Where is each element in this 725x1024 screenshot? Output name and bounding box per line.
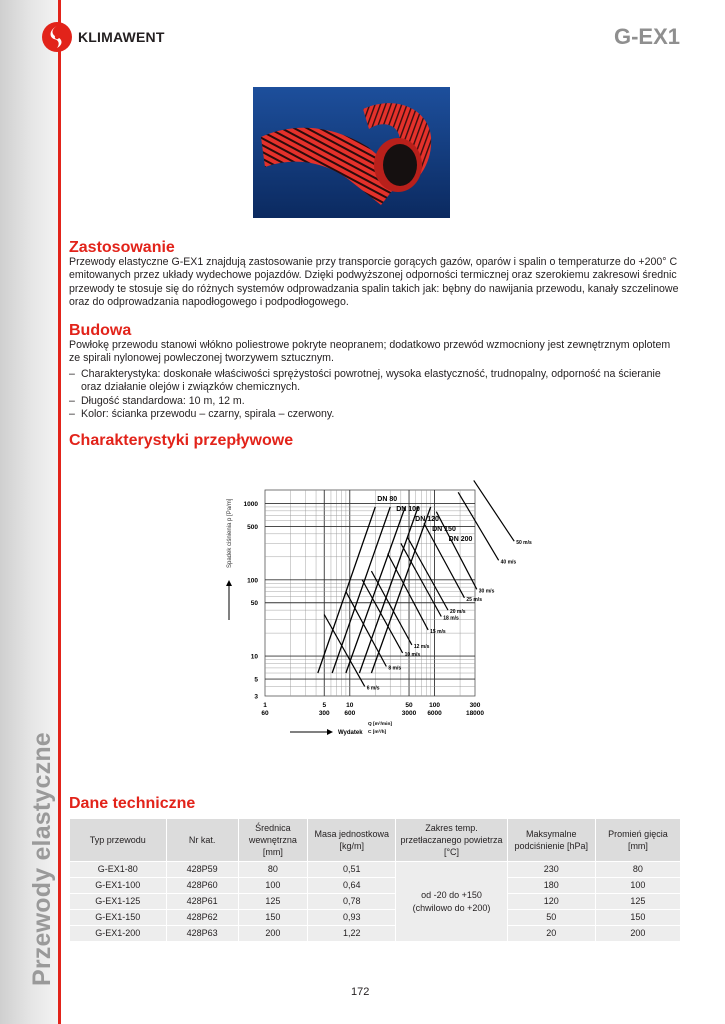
cell-type: G-EX1-125: [70, 894, 167, 910]
cell-diameter: 150: [238, 910, 308, 926]
cell-type: G-EX1-80: [70, 862, 167, 878]
cell-mass: 0,93: [308, 910, 396, 926]
cell-bend-radius: 200: [595, 926, 680, 942]
x-tick-label-q: 5: [322, 702, 327, 709]
list-item: – Charakterystyka: doskonałe właściwości sprężystości powrotnej, wysoka elastyczność, trudnopalny, odporność na ścieranie oraz działanie olejów i związków chemicznych.: [69, 368, 661, 394]
y-tick-label: 10: [250, 653, 258, 661]
velocity-label: 40 m/s: [500, 559, 517, 566]
velocity-label: 20 m/s: [449, 609, 466, 616]
x-tick-label-c: 60: [261, 710, 269, 717]
table-row: [70, 894, 681, 910]
cell-temperature-range: [396, 862, 507, 942]
cell-mass: 1,22: [308, 926, 396, 942]
x-tick-label-c: 6000: [427, 710, 442, 717]
cell-type: G-EX1-100: [70, 878, 167, 894]
x-tick-label-q: 300: [469, 702, 481, 709]
x-tick-label-c: 18000: [465, 710, 485, 717]
construction-text: Powłokę przewodu stanowi włókno poliestrowe pokryte neopranem; dodatkowo przewód wzmocniony jest zewnętrznym oplotem ze spirali nylonowej powleczonej tworzywem sztucznym.: [69, 339, 671, 365]
brand-name: KLIMAWENT: [78, 29, 165, 45]
table-row: [70, 910, 681, 926]
x-tick-label-q: 10: [346, 702, 354, 709]
cell-vacuum: 50: [507, 910, 595, 926]
section-heading-technical: Dane techniczne: [69, 795, 196, 812]
section-heading-application: Zastosowanie: [69, 239, 175, 256]
velocity-label: 18 m/s: [443, 615, 459, 622]
cell-diameter: 100: [238, 878, 308, 894]
x-axis-arrow-head: [327, 729, 333, 735]
cell-bend-radius: 150: [595, 910, 680, 926]
cell-mass: 0,78: [308, 894, 396, 910]
table-row: [70, 878, 681, 894]
header-temperature: Zakres temp. przetłaczanego powietrza [°C]: [396, 819, 507, 862]
cell-catalog-number: 428P59: [166, 862, 238, 878]
y-tick-label: 100: [247, 577, 258, 585]
cell-mass: 0,51: [308, 862, 396, 878]
velocity-label: 8 m/s: [388, 665, 402, 672]
header-vacuum: Maksymalne podciśnienie [hPa]: [507, 819, 595, 862]
cell-catalog-number: 428P62: [166, 910, 238, 926]
velocity-label: 10 m/s: [404, 651, 421, 658]
y-tick-label: 3: [254, 693, 258, 701]
cell-vacuum: 20: [507, 926, 595, 942]
x-axis-unit: Q [m³/min]: [368, 722, 392, 727]
section-heading-flow: Charakterystyki przepływowe: [69, 432, 294, 449]
cell-bend-radius: 80: [595, 862, 680, 878]
brand-logo: [40, 20, 165, 54]
cell-type: G-EX1-200: [70, 926, 167, 942]
sidebar-title: Przewody elastyczne: [28, 732, 56, 986]
klimawent-logo-icon: [40, 20, 74, 54]
cell-bend-radius: 100: [595, 878, 680, 894]
header-diameter: Średnica wewnętrzna [mm]: [238, 819, 308, 862]
table-row: [70, 862, 681, 878]
x-axis-label: Wydatek: [338, 730, 363, 736]
sidebar-red-line: [58, 0, 61, 1024]
x-tick-label-c: 300: [318, 710, 330, 717]
cell-type: G-EX1-150: [70, 910, 167, 926]
x-tick-label-q: 50: [405, 702, 413, 709]
x-axis-unit: C [m³/h]: [368, 730, 387, 735]
product-code: G-EX1: [613, 24, 680, 49]
temperature-range-note: (chwilowo do +200): [412, 902, 491, 913]
velocity-label: 12 m/s: [413, 643, 430, 650]
velocity-label: 6 m/s: [366, 685, 380, 692]
y-tick-label: 50: [250, 600, 258, 608]
cell-vacuum: 230: [507, 862, 595, 878]
cell-bend-radius: 125: [595, 894, 680, 910]
flow-characteristics-chart: [210, 468, 532, 743]
series-label-dn: DN 100: [396, 505, 420, 513]
cell-diameter: 80: [238, 862, 308, 878]
page-number: 172: [351, 986, 370, 998]
cell-catalog-number: 428P60: [166, 878, 238, 894]
x-tick-label-q: 100: [429, 702, 440, 709]
cell-catalog-number: 428P63: [166, 926, 238, 942]
header-type: Typ przewodu: [70, 819, 167, 862]
series-label-dn: DN 120: [415, 515, 439, 523]
y-axis-arrow-head: [226, 580, 232, 586]
table-header-row: [70, 819, 681, 862]
list-item: – Długość standardowa: 10 m, 12 m.: [69, 394, 245, 407]
y-tick-label: 500: [247, 523, 258, 531]
velocity-label: 15 m/s: [430, 628, 446, 635]
velocity-label: 50 m/s: [516, 540, 532, 547]
construction-list: [69, 368, 681, 422]
series-label-dn: DN 80: [377, 495, 398, 503]
application-text: Przewody elastyczne G-EX1 znajdują zastosowanie przy transporcie gorących gazów, oparów i spalin o temperaturze do +200° C emitowanych przez układy wydechowe pojazdów. Dzięki podwyższonej odporności termicznej oraz szerokiemu zakresowi średnic przewody te stosuje się do różnych systemów odprowadzania spalin takich jak: bębny do nawijania przewodu, kanały szczelinowe oraz do odprowadzania napodłogowego i podpodłogowego.: [69, 256, 679, 309]
cell-diameter: 125: [238, 894, 308, 910]
cell-vacuum: 180: [507, 878, 595, 894]
cell-vacuum: 120: [507, 894, 595, 910]
header-catalog-number: Nr kat.: [166, 819, 238, 862]
header-bend-radius: Promień gięcia [mm]: [595, 819, 680, 862]
series-label-dn: DN 200: [448, 535, 473, 543]
y-tick-label: 1000: [243, 500, 258, 508]
table-row: [70, 926, 681, 942]
velocity-label: 30 m/s: [478, 588, 495, 595]
x-tick-label-q: 1: [263, 702, 267, 709]
x-tick-label-c: 600: [344, 710, 356, 717]
series-label-dn: DN 150: [432, 525, 456, 533]
product-photo: [253, 87, 450, 218]
cell-mass: 0,64: [308, 878, 396, 894]
technical-data-table: [69, 818, 681, 942]
section-heading-construction: Budowa: [69, 322, 132, 339]
temperature-range: od -20 do +150: [421, 889, 482, 900]
y-tick-label: 5: [254, 676, 258, 684]
y-axis-label: Spadek ciśnienia p [Pa/m]: [227, 498, 233, 568]
velocity-line: [474, 480, 514, 541]
list-item: – Kolor: ścianka przewodu – czarny, spirala – czerwony.: [69, 408, 335, 421]
cell-catalog-number: 428P61: [166, 894, 238, 910]
velocity-label: 25 m/s: [466, 596, 482, 603]
header-mass: Masa jednostkowa [kg/m]: [308, 819, 396, 862]
x-tick-label-c: 3000: [401, 710, 417, 717]
cell-diameter: 200: [238, 926, 308, 942]
